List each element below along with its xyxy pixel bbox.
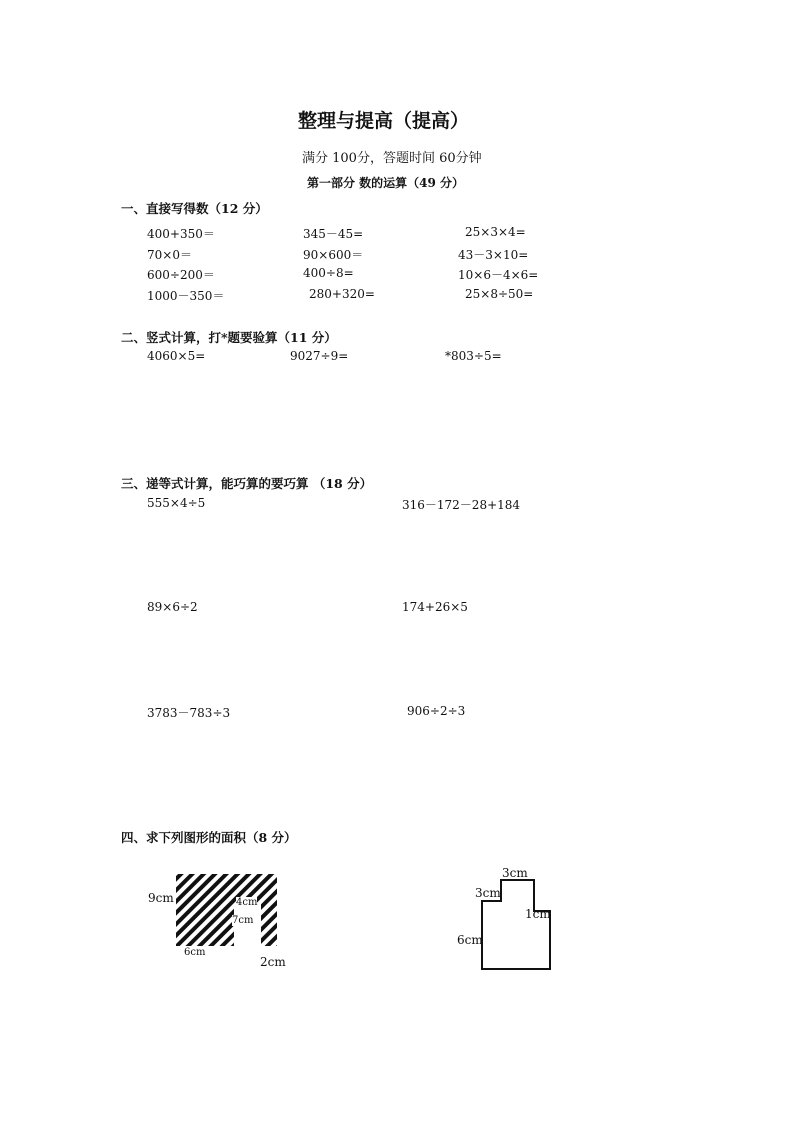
fig2-right-label: 1cm xyxy=(525,907,551,921)
fig1-bottom-right-label: 2cm xyxy=(260,955,286,969)
fig2-step-label: 3cm xyxy=(475,886,501,900)
page-subtitle: 满分 100分，答题时间 60分钟 xyxy=(302,151,482,166)
question: 906÷2÷3 xyxy=(407,704,466,718)
fig2-left-label: 6cm xyxy=(457,933,483,947)
fig1-inner-label: 4cm xyxy=(236,897,258,908)
question: 316－172－28+184 xyxy=(402,498,521,512)
question: 3783－783÷3 xyxy=(147,706,231,720)
question: 10×6－4×6= xyxy=(458,268,539,282)
question: 25×8÷50= xyxy=(465,287,534,301)
section-1-heading: 一、直接写得数（12 分） xyxy=(121,201,268,216)
question: 174+26×5 xyxy=(402,600,468,614)
question: 400÷8= xyxy=(303,266,354,280)
fig1-height-label: 9cm xyxy=(148,891,174,905)
question: 400+350＝ xyxy=(147,227,215,241)
question: 70×0＝ xyxy=(147,248,192,262)
question: 4060×5= xyxy=(147,349,206,363)
question: 9027÷9= xyxy=(290,349,349,363)
question: 345－45= xyxy=(303,227,364,241)
fig2-top-label: 3cm xyxy=(502,866,528,880)
question: 25×3×4= xyxy=(465,225,526,239)
section-4-heading: 四、求下列图形的面积（8 分） xyxy=(121,830,297,845)
question: 1000－350＝ xyxy=(147,289,225,303)
question: 555×4÷5 xyxy=(147,496,206,510)
question: 89×6÷2 xyxy=(147,600,198,614)
question: *803÷5= xyxy=(445,349,502,363)
page-title: 整理与提高（提高） xyxy=(298,110,470,132)
question: 90×600＝ xyxy=(303,248,364,262)
question: 280+320= xyxy=(309,287,375,301)
question: 600÷200＝ xyxy=(147,268,215,282)
fig1-bottom-left-label: 6cm xyxy=(184,947,206,958)
fig1-gap-label: 7cm xyxy=(232,915,254,926)
section-2-heading: 二、竖式计算，打*题要验算（11 分） xyxy=(121,330,337,345)
part-one-title: 第一部分 数的运算（49 分） xyxy=(307,176,465,190)
question: 43－3×10= xyxy=(458,248,529,262)
section-3-heading: 三、递等式计算，能巧算的要巧算 （18 分） xyxy=(121,476,373,491)
